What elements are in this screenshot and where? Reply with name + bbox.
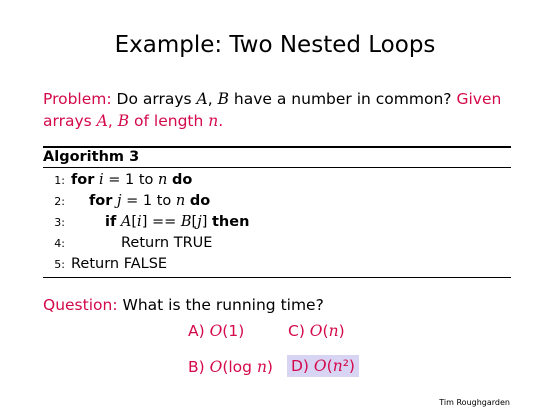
option-d[interactable]: D) O(n²) — [287, 355, 359, 377]
option-c[interactable]: C) O(n) — [288, 322, 345, 340]
problem-label: Problem: — [43, 90, 112, 108]
slide-title: Example: Two Nested Loops — [114, 32, 436, 58]
line-number: 5: — [54, 257, 65, 271]
line-code: for j = 1 to n do — [89, 192, 211, 209]
line-code: for i = 1 to n do — [71, 171, 193, 188]
line-code: Return FALSE — [71, 255, 168, 272]
algorithm-bottom-rule — [43, 277, 511, 278]
algorithm-line-1 — [43, 170, 511, 191]
algorithm-line-4 — [43, 233, 511, 254]
problem-statement — [43, 88, 513, 132]
option-b[interactable]: B) O(log n) — [188, 358, 273, 376]
question-text: What is the running time? — [122, 296, 324, 314]
line-number: 1: — [54, 173, 65, 187]
problem-text: Do arrays A, B have a number in common? — [116, 90, 452, 108]
option-a[interactable]: A) O(1) — [188, 322, 245, 340]
author-signature: Tim Roughgarden — [439, 398, 510, 407]
line-number: 2: — [54, 194, 65, 208]
algorithm-line-3 — [43, 212, 511, 233]
algorithm-line-5 — [43, 254, 511, 275]
algorithm-body — [43, 168, 511, 277]
question — [43, 296, 324, 314]
line-code: Return TRUE — [121, 234, 213, 251]
problem-given: Given arrays A, B of length n. — [43, 90, 502, 130]
line-number: 4: — [54, 236, 65, 250]
question-label: Question: — [43, 296, 118, 314]
algorithm-box — [43, 146, 511, 278]
algorithm-header: Algorithm 3 — [43, 148, 140, 165]
algorithm-line-2 — [43, 191, 511, 212]
line-number: 3: — [54, 215, 65, 229]
line-code: if A[i] == B[j] then — [105, 213, 250, 230]
